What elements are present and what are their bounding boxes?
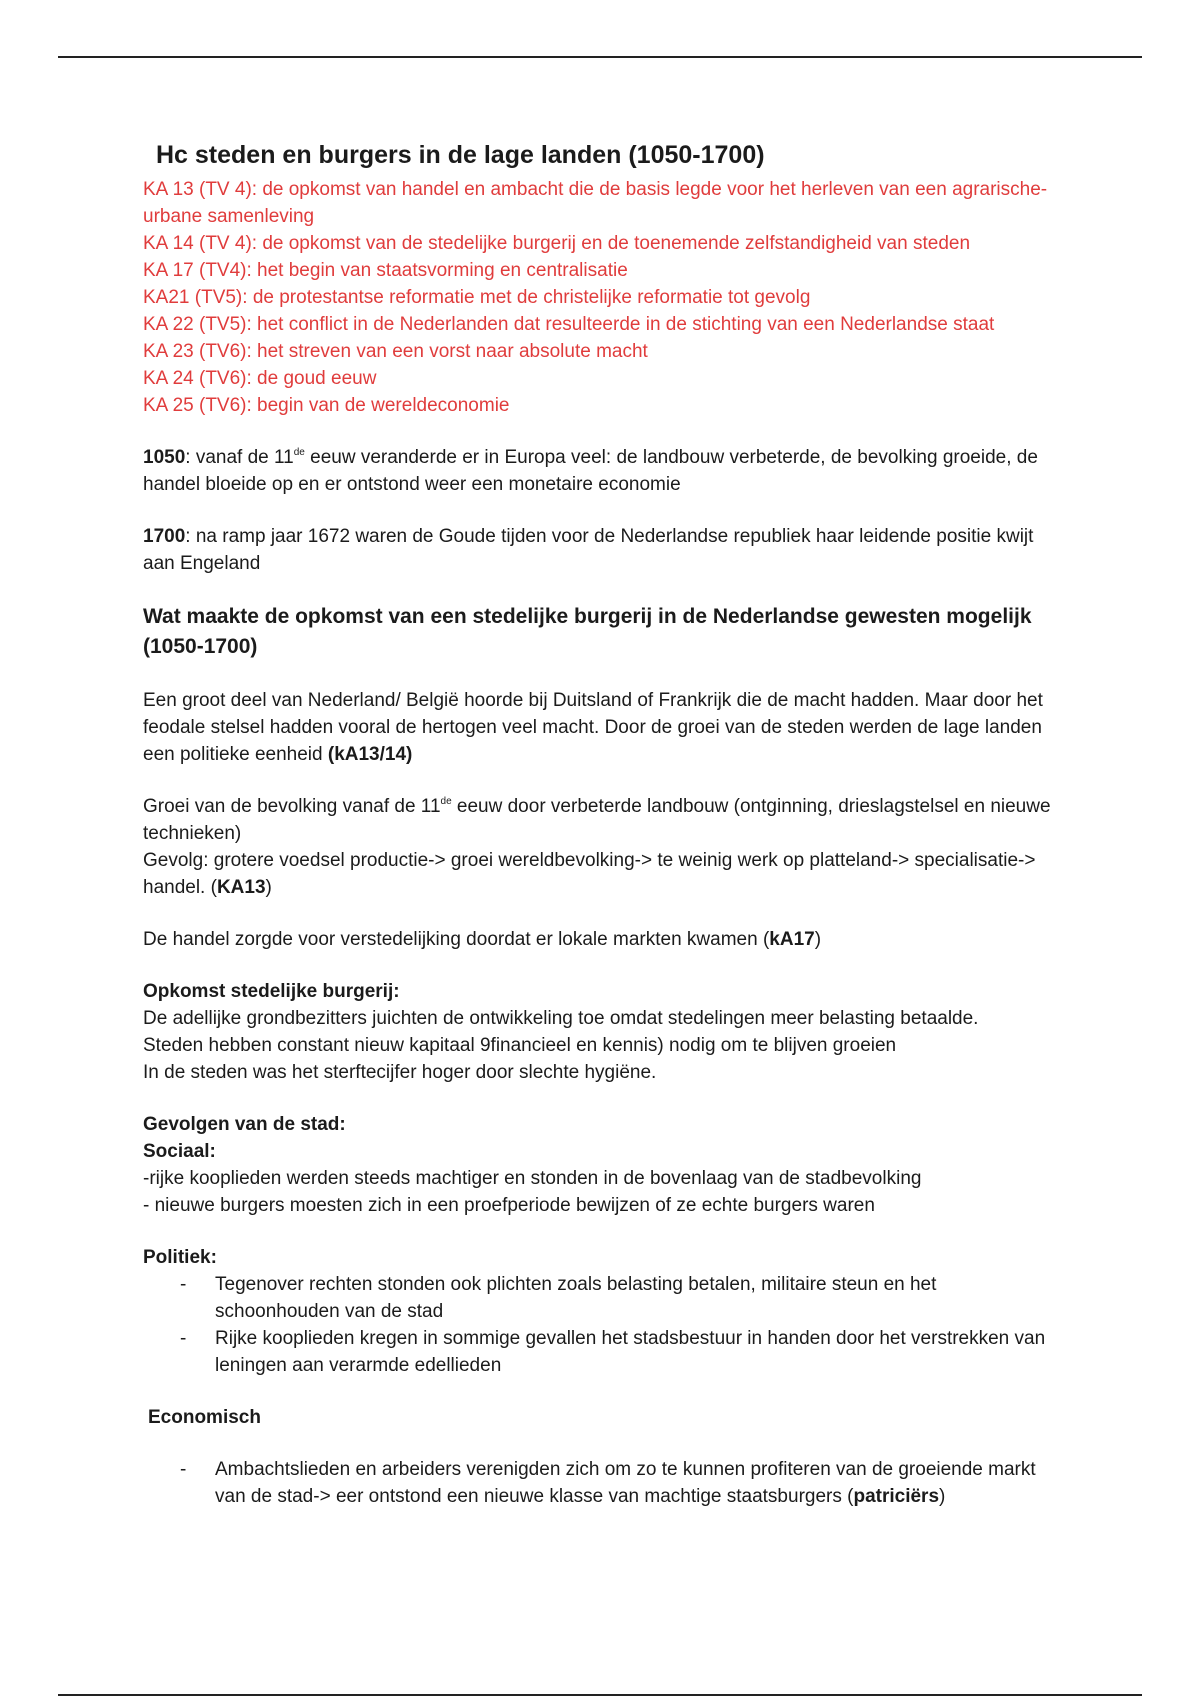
ka-line: KA 13 (TV 4): de opkomst van handel en ambacht die de basis legde voor het herleven van een agrarische-urbane samenleving bbox=[143, 179, 1048, 227]
section-economisch bbox=[148, 1404, 1063, 1431]
paragraph-handel bbox=[143, 926, 1063, 953]
ka-reference: kA17 bbox=[769, 929, 815, 950]
bullet-dash: - bbox=[180, 1459, 187, 1480]
section-line: Steden hebben constant nieuw kapitaal 9financieel en kennis) nodig om te blijven groeien bbox=[143, 1035, 897, 1056]
paragraph-1050 bbox=[143, 444, 1063, 498]
ka-reference: (kA13/14) bbox=[327, 744, 413, 765]
subsection-heading: Sociaal: bbox=[143, 1141, 216, 1162]
gevolg-text: Gevolg: grotere voedsel productie-> groei wereldbevolking-> te weinig werk op platteland-> specialisatie-> handel. ( bbox=[143, 850, 1036, 898]
ka-list bbox=[143, 176, 1063, 419]
year-1050: 1050 bbox=[143, 447, 186, 468]
bullet-dash: - bbox=[180, 1328, 187, 1349]
ka-reference: KA13 bbox=[216, 877, 266, 898]
superscript: de bbox=[293, 447, 305, 458]
ka-line: KA 22 (TV5): het conflict in de Nederlanden dat resulteerde in de stichting van een Nederlandse staat bbox=[143, 314, 995, 335]
section-gevolgen bbox=[143, 1111, 1063, 1219]
ka-line: KA 23 (TV6): het streven van een vorst naar absolute macht bbox=[143, 341, 648, 362]
ka-line: KA 24 (TV6): de goud eeuw bbox=[143, 368, 377, 389]
section-line: -rijke kooplieden werden steeds machtiger en stonden in de bovenlaag van de stadbevolking bbox=[143, 1168, 922, 1189]
section-heading: Gevolgen van de stad: bbox=[143, 1114, 346, 1135]
section-heading: Opkomst stedelijke burgerij: bbox=[143, 981, 400, 1002]
section-line: - nieuwe burgers moesten zich in een proefperiode bewijzen of ze echte burgers waren bbox=[143, 1195, 875, 1216]
question-heading: Wat maakte de opkomst van een stedelijke burgerij in de Nederlandse gewesten mogelijk (1050-1700) bbox=[143, 605, 1032, 658]
paragraph-text: Een groot deel van Nederland/ België hoorde bij Duitsland of Frankrijk die de macht hadden. Maar door het feodale stelsel hadden vooral de hertogen veel macht. Door de groei van de steden werden de lage landen een politieke eenheid bbox=[143, 690, 1043, 765]
paragraph-text: : vanaf de 11 bbox=[185, 447, 294, 468]
section-heading: Economisch bbox=[148, 1407, 261, 1428]
ka-line: KA21 (TV5): de protestantse reformatie met de christelijke reformatie tot gevolg bbox=[143, 287, 811, 308]
paragraph-text: ) bbox=[265, 877, 272, 898]
list-item-text: Tegenover rechten stonden ook plichten zoals belasting betalen, militaire steun en het schoonhouden van de stad bbox=[215, 1274, 937, 1322]
bold-term: patriciërs bbox=[853, 1486, 940, 1507]
paragraph-text: eeuw veranderde er in Europa veel: de landbouw verbeterde, de bevolking groeide, de handel bloeide op en er ontstond weer een monetaire economie bbox=[143, 447, 1038, 495]
paragraph-groot-deel bbox=[143, 687, 1063, 768]
ka-line: KA 25 (TV6): begin van de wereldeconomie bbox=[143, 395, 510, 416]
paragraph-text: ) bbox=[814, 929, 822, 950]
paragraph-1700 bbox=[143, 523, 1063, 577]
section-politiek bbox=[143, 1244, 1063, 1379]
list-item-text: Ambachtslieden en arbeiders verenigden zich om zo te kunnen profiteren van de groeiende markt van de stad-> eer ontstond een nieuwe klasse van machtige staatsburgers ( bbox=[215, 1459, 1036, 1507]
section-line: De adellijke grondbezitters juichten de ontwikkeling toe omdat stedelingen meer belasting betaalde. bbox=[143, 1008, 979, 1029]
superscript: de bbox=[440, 796, 452, 807]
year-1700: 1700 bbox=[143, 526, 186, 547]
economisch-list bbox=[143, 1456, 1063, 1510]
list-item-text: ) bbox=[939, 1486, 946, 1507]
document-title: Hc steden en burgers in de lage landen (1050-1700) bbox=[156, 141, 765, 169]
section-heading: Politiek: bbox=[143, 1247, 217, 1268]
section-line: In de steden was het sterftecijfer hoger door slechte hygiëne. bbox=[143, 1062, 657, 1083]
paragraph-text: De handel zorgde voor verstedelijking doordat er lokale markten kwamen ( bbox=[143, 929, 770, 950]
bullet-dash: - bbox=[180, 1274, 187, 1295]
document-page bbox=[143, 140, 1063, 1510]
top-rule bbox=[58, 56, 1142, 58]
paragraph-text: : na ramp jaar 1672 waren de Goude tijden voor de Nederlandse republiek haar leidende positie kwijt aan Engeland bbox=[143, 526, 1034, 574]
list-item bbox=[143, 1456, 1063, 1510]
ka-line: KA 17 (TV4): het begin van staatsvorming en centralisatie bbox=[143, 260, 628, 281]
paragraph-groei bbox=[143, 793, 1063, 901]
section-opkomst bbox=[143, 978, 1063, 1086]
list-item bbox=[143, 1271, 1063, 1325]
paragraph-text: Groei van de bevolking vanaf de 11 bbox=[143, 796, 441, 817]
paragraph-text: eeuw door verbeterde landbouw (ontginning, drieslagstelsel en nieuwe technieken) bbox=[143, 796, 1051, 844]
list-item bbox=[143, 1325, 1063, 1379]
bottom-rule bbox=[58, 1694, 1142, 1696]
list-item-text: Rijke kooplieden kregen in sommige gevallen het stadsbestuur in handen door het verstrekken van leningen aan verarmde edellieden bbox=[215, 1328, 1046, 1376]
ka-line: KA 14 (TV 4): de opkomst van de stedelijke burgerij en de toenemende zelfstandigheid van steden bbox=[143, 233, 971, 254]
